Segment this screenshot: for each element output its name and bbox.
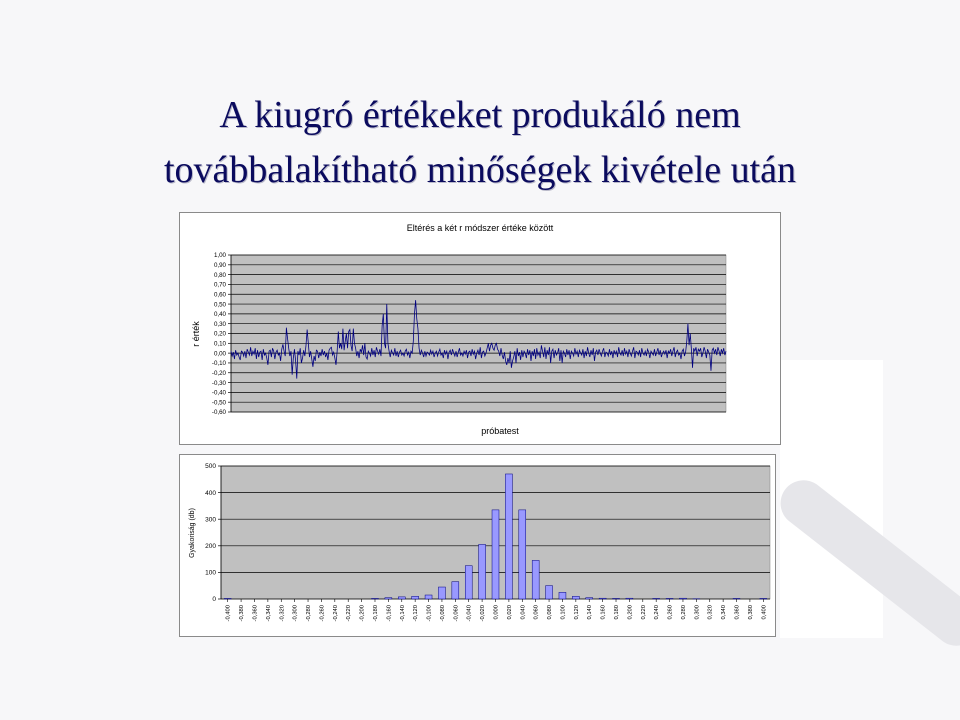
line-chart-y-tick-label: 0,80 [213,271,226,279]
histogram-x-tick-label: -0,220 [346,605,353,622]
slide-title-line-1: A kiugró értékeket produkáló nem [219,94,741,136]
histogram-x-tick-label: 0,380 [747,605,754,620]
line-chart-y-tick-label: 0,00 [213,350,226,358]
histogram-bar [679,598,686,599]
histogram-x-tick-label: -0,340 [265,605,272,622]
histogram-x-tick-label: -0,260 [319,605,326,622]
histogram-bar [532,560,539,599]
line-chart-y-tick-label: 0,50 [213,301,226,309]
histogram-x-tick-label: -0,280 [306,605,313,622]
histogram-x-tick-label: -0,040 [466,605,473,622]
histogram-x-tick-label: 0,140 [587,605,594,620]
histogram-y-axis-label: Gyakoriság (db) [189,508,196,558]
histogram-x-tick-label: 0,320 [707,605,714,620]
histogram-bar [519,510,526,599]
line-chart-panel [179,212,781,445]
histogram-bar [653,598,660,599]
histogram-bar [760,598,767,599]
histogram-x-tick-label: 0,000 [493,605,500,620]
line-chart-y-tick-label: 0,20 [213,330,226,338]
histogram-x-tick-label: -0,360 [252,605,259,622]
slide-title [60,88,900,198]
histogram-x-tick-label: -0,060 [453,605,460,622]
histogram-bar [626,598,633,599]
histogram-x-tick-label: 0,400 [761,605,768,620]
histogram-x-tick-label: 0,220 [640,605,647,620]
histogram-x-tick-label: 0,060 [533,605,540,620]
histogram-x-tick-label: -0,100 [426,605,433,622]
histogram-bar [586,598,593,599]
line-chart-y-tick-label: -0,10 [211,360,226,368]
histogram-x-tick-label: -0,240 [332,605,339,622]
histogram-chart-panel [179,454,776,637]
histogram-x-tick-label: -0,320 [279,605,286,622]
histogram-bar [546,586,553,599]
line-chart-y-tick-label: -0,20 [211,369,226,377]
histogram-y-tick-label: 500 [205,463,216,471]
line-chart-y-tick-label: 0,60 [213,291,226,299]
histogram-bar [224,598,231,599]
line-chart-y-tick-label: -0,50 [211,399,226,407]
histogram-x-tick-label: -0,020 [480,605,487,622]
histogram-y-tick-label: 100 [205,569,216,577]
line-chart-x-axis-label: próbatest [481,426,519,436]
histogram-x-tick-label: -0,380 [239,605,246,622]
histogram-x-tick-label: 0,160 [600,605,607,620]
histogram-x-tick-label: 0,340 [721,605,728,620]
histogram-bar [465,566,472,599]
histogram-x-tick-label: -0,300 [292,605,299,622]
histogram-x-tick-label: 0,080 [547,605,554,620]
histogram-x-tick-label: 0,040 [520,605,527,620]
histogram-chart [180,455,775,636]
line-chart-y-tick-label: -0,40 [211,389,226,397]
histogram-x-tick-label: -0,400 [225,605,232,622]
histogram-x-tick-label: -0,080 [439,605,446,622]
histogram-x-tick-label: 0,280 [680,605,687,620]
histogram-y-tick-label: 400 [205,489,216,497]
histogram-x-tick-label: -0,120 [413,605,420,622]
histogram-x-tick-label: 0,260 [667,605,674,620]
line-chart-y-tick-label: 0,10 [213,340,226,348]
histogram-y-tick-label: 0 [212,596,216,604]
histogram-y-tick-label: 200 [205,543,216,550]
histogram-bar [599,598,606,599]
histogram-x-tick-label: 0,020 [506,605,513,620]
line-chart-y-tick-label: -0,30 [211,379,226,387]
histogram-bar [733,598,740,599]
histogram-bar [492,510,499,599]
line-chart-y-tick-label: 0,40 [213,311,226,319]
histogram-x-tick-label: -0,180 [372,605,379,622]
histogram-x-tick-label: -0,140 [399,605,406,622]
histogram-bar [425,595,432,599]
histogram-bar [479,544,486,599]
histogram-bar [613,598,620,599]
line-chart-y-tick-label: 0,30 [213,320,226,328]
histogram-x-tick-label: 0,240 [654,605,661,620]
histogram-bar [505,474,512,599]
histogram-bar [398,597,405,599]
histogram-bar [412,596,419,599]
line-chart-y-tick-label: 0,90 [213,262,226,270]
histogram-bar [452,582,459,599]
histogram-bar [559,592,566,599]
slide-title-line-2: továbbalakítható minőségek kivétele után [163,149,797,192]
line-chart-y-tick-label: -0,60 [211,409,226,417]
histogram-x-tick-label: 0,120 [573,605,580,620]
histogram-x-tick-label: 0,300 [694,605,701,620]
line-chart-y-tick-label: 0,70 [213,281,226,289]
histogram-bar [572,596,579,599]
histogram-bar [385,598,392,599]
histogram-bar [438,587,445,599]
histogram-x-tick-label: -0,200 [359,605,366,622]
line-chart-y-axis-label: r érték [191,321,201,347]
histogram-bar [372,598,379,599]
histogram-y-tick-label: 300 [205,516,216,524]
histogram-x-tick-label: 0,200 [627,605,634,620]
histogram-x-tick-label: -0,160 [386,605,393,622]
histogram-x-tick-label: 0,180 [614,605,621,620]
line-chart-y-tick-label: 1,00 [213,252,226,260]
line-chart [180,213,780,444]
histogram-bar [666,598,673,599]
histogram-x-tick-label: 0,360 [734,605,741,620]
histogram-x-tick-label: 0,100 [560,605,567,620]
line-chart-title: Eltérés a két r módszer értéke között [406,223,554,233]
